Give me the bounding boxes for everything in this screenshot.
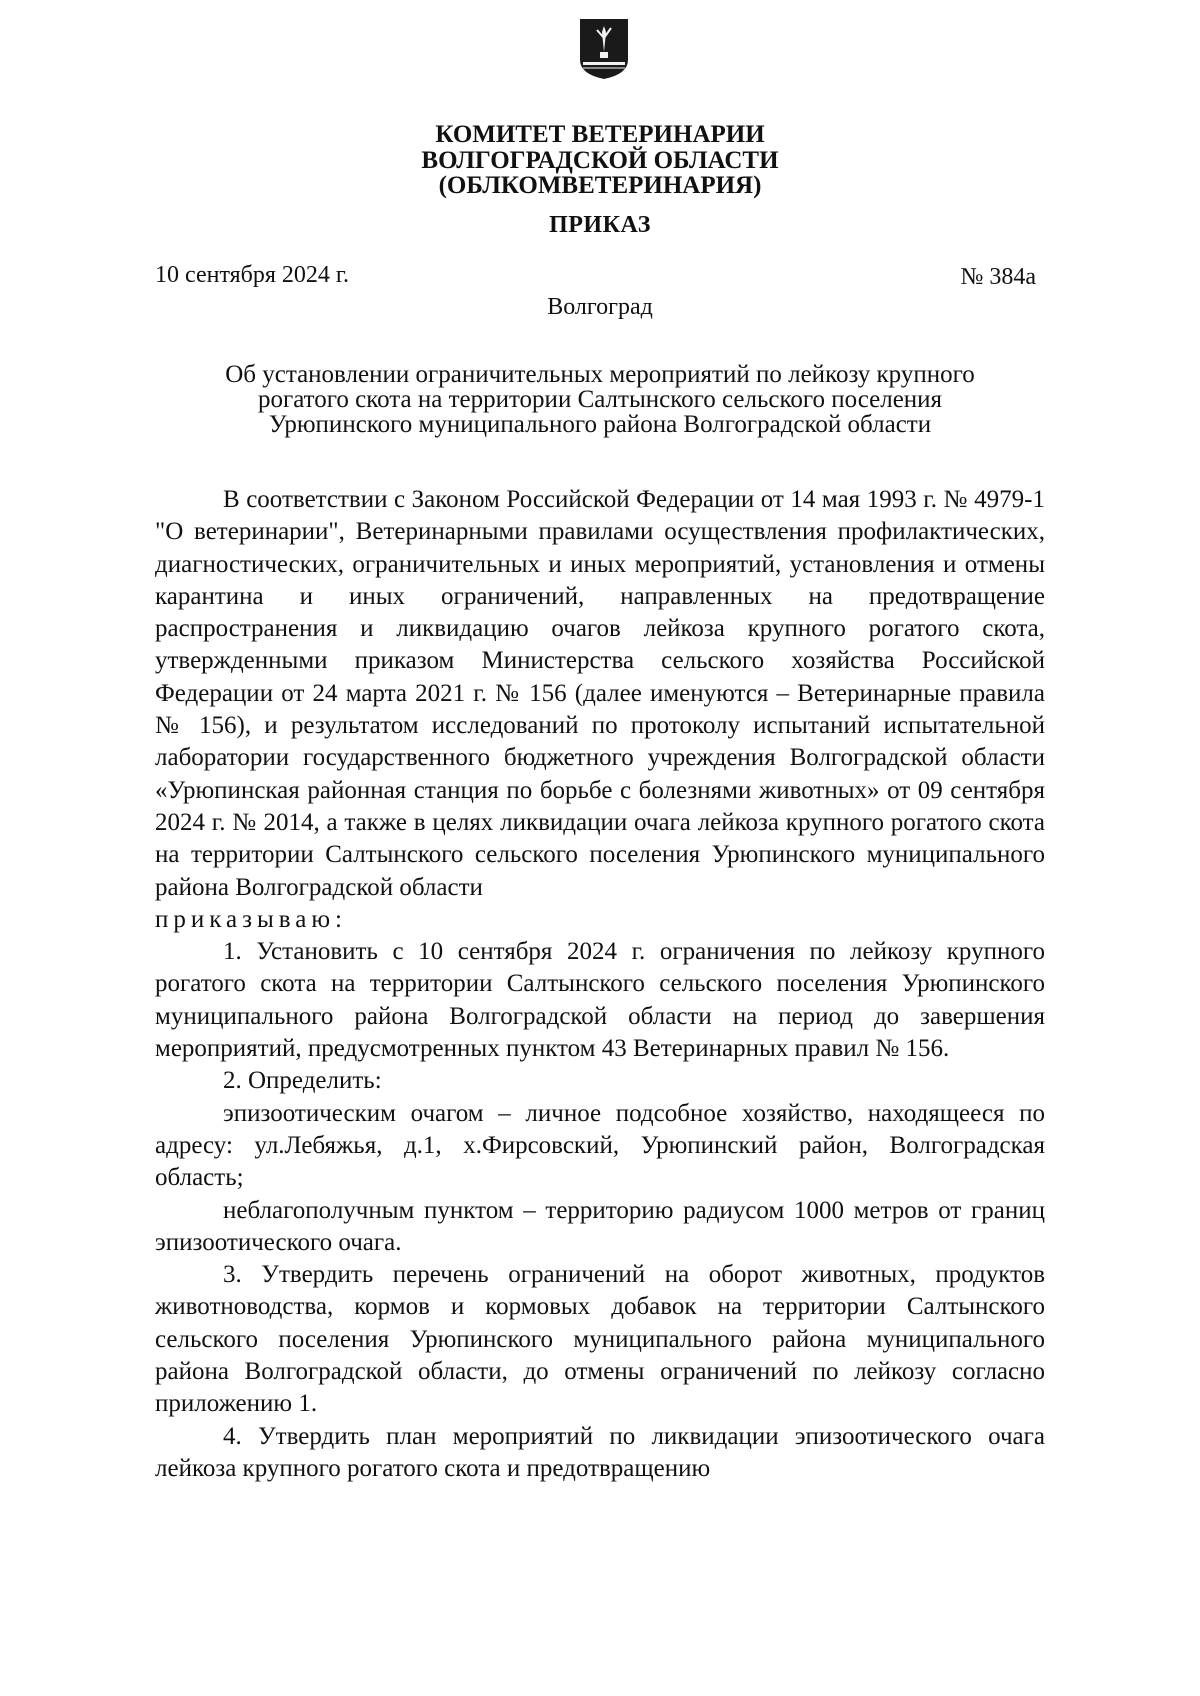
item-2a-paragraph: эпизоотическим очагом – личное подсобное хозяйство, находящееся по адресу: ул.Лебяжья, д.1, х.Фирсовский, Урюпинский район, Волгоградская область;	[155, 1099, 1045, 1192]
order-number: № 384а	[960, 264, 1036, 290]
org-name-line-3: (ОБЛКОМВЕТЕРИНАРИЯ)	[438, 172, 762, 199]
item-4-paragraph: 4. Утвердить план мероприятий по ликвидации эпизоотического очага лейкоза крупного рогатого скота и предотвращению	[155, 1422, 1045, 1482]
order-verb-text: приказываю:	[155, 905, 347, 933]
item-2-paragraph: 2. Определить:	[223, 1067, 382, 1095]
order-date: 10 сентября 2024 г.	[155, 262, 350, 288]
subject-line-2: рогатого скота на территории Салтынского сельского поселения	[257, 386, 943, 413]
order-city: Волгоград	[547, 294, 653, 320]
order-verb	[155, 904, 1045, 936]
order-body	[155, 484, 1045, 1485]
preamble-paragraph: В соответствии с Законом Российской Федерации от 14 мая 1993 г. № 4979-1 "О ветеринарии", Ветеринарными правилами осуществления профилактических, диагностических, ограничительных и иных мероприятий, установления и отмены карантина и иных ограничений, направленных на предотвращение распространения и ликвидацию очагов лейкоза крупного рогатого скота, утвержденными приказом Министерства сельского хозяйства Российской Федерации от 24 марта 2021 г. № 156 (далее именуются – Ветеринарные правила № 156), и результатом исследований по протоколу испытаний испытательной лаборатории государственного бюджетного учреждения Волгоградской области «Урюпинская районная станция по борьбе с болезнями животных» от 09 сентября 2024 г. № 2014, а также в целях ликвидации очага лейкоза крупного рогатого скота на территории Салтынского сельского поселения Урюпинского муниципального района Волгоградской области	[155, 486, 1045, 901]
document-type-title: ПРИКАЗ	[549, 212, 651, 238]
org-name-line-2: ВОЛГОГРАДСКОЙ ОБЛАСТИ	[421, 147, 779, 174]
order-subject	[155, 362, 1045, 437]
item-2b-paragraph: неблагополучным пунктом – территорию радиусом 1000 метров от границ эпизоотического очага.	[155, 1196, 1045, 1256]
item-3-paragraph: 3. Утвердить перечень ограничений на оборот животных, продуктов животноводства, кормов и кормовых добавок на территории Салтынского сельского поселения Урюпинского муниципального района муниципального района Волгоградской области, до отмены ограничений по лейкозу согласно приложению 1.	[155, 1261, 1045, 1418]
subject-line-3: Урюпинского муниципального района Волгоградской области	[268, 411, 932, 438]
org-name-line-1: КОМИТЕТ ВЕТЕРИНАРИИ	[435, 121, 765, 148]
item-1-paragraph: 1. Установить с 10 сентября 2024 г. ограничения по лейкозу крупного рогатого скота на территории Салтынского сельского поселения Урюпинского муниципального района Волгоградской области на период до завершения мероприятий, предусмотренных пунктом 43 Ветеринарных правил № 156.	[155, 938, 1045, 1063]
subject-line-1: Об установлении ограничительных мероприятий по лейкозу крупного	[225, 361, 975, 388]
coat-of-arms-icon	[579, 18, 629, 80]
